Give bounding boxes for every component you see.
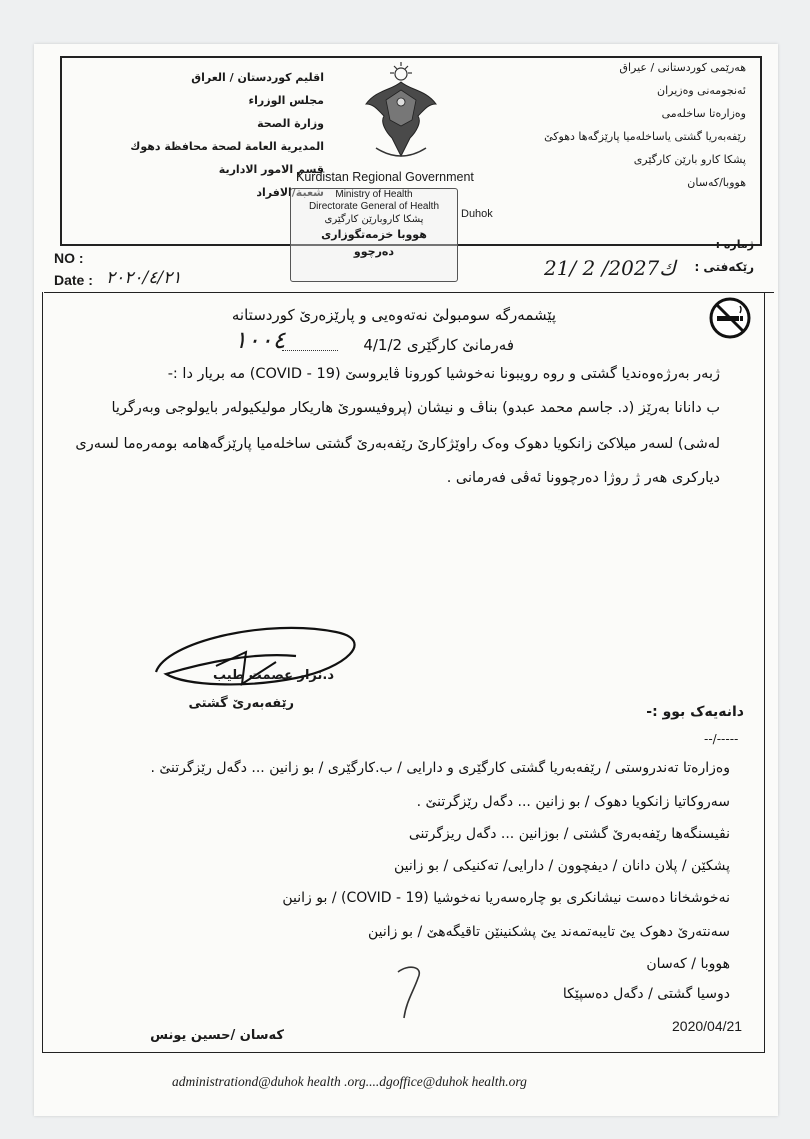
stamp-line: Directorate General of Health (308, 201, 440, 212)
header-left-rule (60, 56, 62, 246)
handwritten-mark (390, 962, 430, 1022)
paragraph-line: لەشی) لسەر میلاکێ زانکویا دهوک وەک راوێژکارێ رێفەبەرێ گشتی ساخلەمیا پارێزگەهامە بومەرەما لسەری (75, 436, 720, 452)
cc-line: سەنتەرێ دهوک یێ تایبەتمەند یێ پشکنینێن تاقیگەهێ / بو زانین (368, 924, 730, 940)
stamp-line: پشکا کاروبارێن کارگێری (324, 214, 424, 225)
arabic-header-line: قسم الامور الادارية (218, 163, 324, 176)
signatory-title: رێفەبەرێ گشتی (188, 696, 294, 711)
date-label: Date : (54, 272, 93, 288)
duhok-label: Duhok (461, 208, 493, 220)
order-prefix: فەرمانێ کارگێری 4/1/2 (363, 336, 514, 354)
kurdish-header-line: هووبا/کەسان (687, 176, 746, 189)
order-dots (282, 350, 338, 351)
reference-date-label: رێکەفتی : (694, 260, 754, 274)
signature-scribble-icon (146, 622, 386, 702)
arabic-header-line: وزارة الصحة (257, 117, 324, 130)
reference-date-value: 21/ 2 /2027ك (544, 256, 676, 280)
cc-line: نەخوشخانا دەست نیشانکری بو چارەسەریا نەخوشیا (19 - COVID) / بو زانین (282, 890, 730, 906)
cc-line: وەزارەتا تەندروستی / رێفەبەریا گشتی کارگێری و دارایی / ب.کارگێری / بو زانین ... دگەل رێزگرتنێ . (150, 760, 730, 776)
footer-emails: administrationd@duhok health .org....dgoffice@duhok health.org (172, 1074, 527, 1089)
date-handwritten: ٢٠٢٠/٤/٢١ (106, 268, 182, 288)
order-number: ١٠٠٤ (234, 326, 286, 354)
kurdish-header-line: وەزارەتا ساخلەمی (661, 107, 746, 120)
kurdish-header-line: پشکا کارو بارێن کارگێری (633, 153, 746, 166)
krg-label: Kurdistan Regional Government (296, 170, 474, 184)
document-title: پێشمەرگە سومبولێ نەتەوەیی و پارێزەرێ کوردستانە (231, 306, 557, 324)
paragraph-line: دیارکری هەر ژ روژا دەرچوونا ئەڤی فەرمانی . (446, 470, 720, 486)
cc-dashes: --/----- (704, 732, 739, 746)
initial-mark-icon (390, 962, 430, 1022)
reference-label: ژمارە : (715, 238, 754, 251)
header-right-rule (760, 56, 762, 246)
kurdish-header-line: هەرێمی کوردستانی / عیراق (619, 61, 746, 74)
eagle-emblem-icon (356, 60, 446, 170)
clerk-name: کەسان /حسین یونس (150, 1028, 284, 1043)
no-smoking-icon (708, 296, 752, 340)
kurdish-header-line: رێفەبەریا گشتی یاساخلەمیا پارێزگەها دهوکێ (544, 130, 746, 143)
kurdish-header-line: ئەنجومەنی وەزیران (657, 84, 746, 97)
arabic-header-line: المديرية العامة لصحة محافظة دهوك (130, 140, 324, 153)
header-divider (44, 292, 774, 293)
stamp-line: Ministry of Health (335, 189, 413, 200)
arabic-header-line: شعبة/الافراد (256, 186, 324, 199)
paragraph-line: ژبەر بەرژەوەندیا گشتی و روە رویبونا نەخوشیا کورونا ڤایروسێ (19 - COVID) مە بریار دا :- (167, 366, 720, 382)
kurdish-header (464, 56, 746, 194)
document-page (34, 44, 778, 1116)
handwritten-signature (146, 622, 386, 702)
arabic-header-line: مجلس الوزراء (248, 94, 324, 107)
cc-line: سەروکاتیا زانکویا دهوک / بو زانین ... دگەل رێزگرتنێ . (416, 794, 730, 810)
arabic-header-line: اقليم كوردستان / العراق (191, 71, 324, 84)
signatory-name: د.نزار عصمت طیب (212, 668, 334, 683)
arabic-header (124, 66, 324, 204)
no-smoking-sign (708, 296, 752, 340)
cc-line: پشکێن / پلان دانان / دیفچوون / دارایی/ تەکنیکی / بو زانین (394, 858, 730, 874)
krg-emblem (356, 60, 446, 170)
cc-line: دوسیا گشتی / دگەل دەسپێکا (562, 986, 730, 1002)
cc-line: هووبا / کەسان (646, 956, 730, 972)
paragraph-line: ب دانانا بەرێز (د. جاسم محمد عبدو) بناڤ و نیشان (پروفیسورێ هاریکار مولیکیولەر بایولوجی وبەرگریا (111, 400, 720, 416)
footer-rule (42, 1052, 765, 1053)
stamp-line: دەرچوو (353, 245, 395, 258)
cc-line: نڤیسنگەها رێفەبەرێ گشتی / بوزانین ... دگەل ریزگرتنی (408, 826, 730, 842)
stamp-line: هووبا خزمەتگوزاری (321, 228, 427, 241)
body-right-rule (764, 292, 765, 1052)
issue-stamp (290, 188, 458, 282)
body-left-rule (42, 292, 43, 1052)
cc-date: 2020/04/21 (672, 1018, 743, 1034)
cc-header: دانەیەک بوو :- (646, 704, 744, 720)
no-label: NO : (54, 250, 84, 266)
